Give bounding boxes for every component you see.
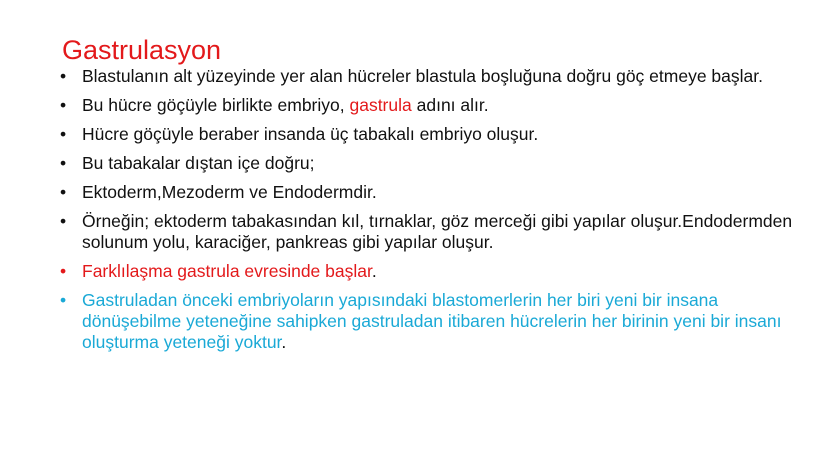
bullet-dot-icon: •: [60, 182, 67, 202]
bullet-item: [60, 153, 800, 174]
slide-title: Gastrulasyon: [62, 35, 222, 65]
bullet-dot-icon: •: [60, 153, 67, 173]
bullet-item: [60, 95, 800, 116]
highlight-term: gastrula: [349, 95, 412, 115]
bullet-text: Hücre göçüyle beraber insanda üç tabakalı embriyo oluşur.: [82, 124, 539, 144]
bullet-item: [60, 66, 800, 87]
bullet-dot-icon: •: [60, 211, 67, 231]
bullet-item: [60, 182, 800, 203]
bullet-text: Bu hücre göçüyle birlikte embriyo,: [82, 95, 350, 115]
bullet-text: Bu tabakalar dıştan içe doğru;: [82, 153, 315, 173]
bullet-text: Örneğin; ektoderm tabakasından kıl, tırnaklar, göz merceği gibi yapılar oluşur.Endodermden solunum yolu, karaciğer, pankreas gibi yapılar oluşur.: [82, 211, 793, 252]
bullet-item: [60, 261, 800, 282]
bullet-item: [60, 211, 800, 253]
highlight-sentence: Farklılaşma gastrula evresinde başlar: [82, 261, 372, 281]
bullet-text-tail: .: [281, 332, 287, 352]
bullet-text-tail: .: [371, 261, 377, 281]
highlight-sentence: Gastruladan önceki embriyoların yapısındaki blastomerlerin her biri yeni bir insana dönüşebilme yeteneğine sahipken gastruladan itibaren hücrelerin her birinin yeni bir insanı oluşturma yeteneği yoktur: [82, 290, 782, 352]
bullet-text: Ektoderm,Mezoderm ve Endodermdir.: [82, 182, 377, 202]
bullet-item: [60, 290, 800, 353]
bullet-dot-icon: •: [60, 261, 67, 281]
bullet-text: Blastulanın alt yüzeyinde yer alan hücreler blastula boşluğuna doğru göç etmeye başlar.: [82, 66, 763, 86]
bullet-dot-icon: •: [60, 290, 67, 310]
bullet-item: [60, 124, 800, 145]
bullet-dot-icon: •: [60, 66, 67, 86]
bullet-dot-icon: •: [60, 95, 67, 115]
bullet-dot-icon: •: [60, 124, 67, 144]
bullet-list: [60, 66, 800, 361]
bullet-text-tail: adını alır.: [411, 95, 489, 115]
